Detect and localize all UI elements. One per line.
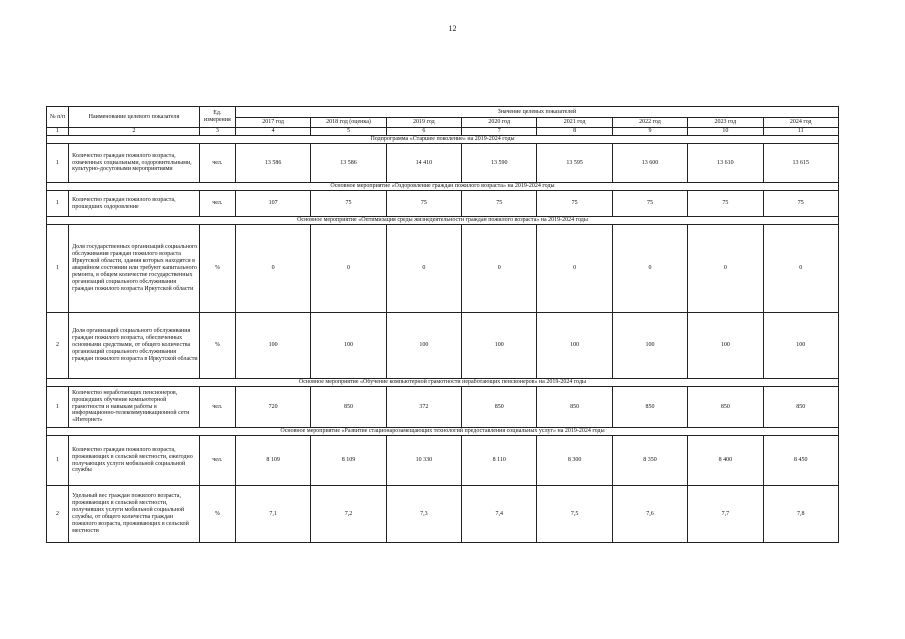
row-number: 2 bbox=[47, 313, 69, 379]
header-unit: Ед. измерения bbox=[199, 107, 235, 128]
row-number: 2 bbox=[47, 486, 69, 543]
indicator-value: 14 410 bbox=[386, 144, 461, 183]
indicator-value: 720 bbox=[235, 387, 310, 428]
indicator-unit: % bbox=[199, 486, 235, 543]
indicator-value: 75 bbox=[688, 191, 763, 217]
column-number: 3 bbox=[199, 128, 235, 136]
indicator-value: 107 bbox=[235, 191, 310, 217]
column-number: 4 bbox=[235, 128, 310, 136]
column-number: 9 bbox=[612, 128, 687, 136]
indicator-value: 8 109 bbox=[311, 436, 386, 486]
indicator-value: 7,5 bbox=[537, 486, 612, 543]
indicator-value: 8 400 bbox=[688, 436, 763, 486]
indicator-value: 7,6 bbox=[612, 486, 687, 543]
column-number: 2 bbox=[69, 128, 200, 136]
indicator-value: 100 bbox=[612, 313, 687, 379]
indicator-value: 75 bbox=[386, 191, 461, 217]
table-row bbox=[47, 486, 839, 543]
indicator-unit: чел. bbox=[199, 436, 235, 486]
header-values: Значение целевых показателей bbox=[235, 107, 838, 118]
indicator-value: 0 bbox=[537, 225, 612, 313]
section-title: Основное мероприятие «Обучение компьютерной грамотности неработающих пенсионеров» на 2019-2024 годы bbox=[47, 379, 839, 387]
indicator-name: Удельный вес граждан пожилого возраста, проживающих в сельской местности, получивших услуги мобильной социальной службы, от общего количества граждан пожилого возраста, проживающих в сельской местности bbox=[69, 486, 200, 543]
header-name: Наименование целевого показателя bbox=[69, 107, 200, 128]
header-year: 2024 год bbox=[763, 118, 838, 128]
indicator-value: 75 bbox=[763, 191, 838, 217]
section-title: Основное мероприятие «Оптимизация среды жизнедеятельности граждан пожилого возраста» на 2019-2024 годы bbox=[47, 217, 839, 225]
indicator-value: 8 110 bbox=[462, 436, 537, 486]
indicator-value: 13 590 bbox=[462, 144, 537, 183]
table-row bbox=[47, 144, 839, 183]
column-number: 11 bbox=[763, 128, 838, 136]
table-row bbox=[47, 313, 839, 379]
indicator-unit: % bbox=[199, 313, 235, 379]
header-year: 2018 год (оценка) bbox=[311, 118, 386, 128]
indicator-unit: чел. bbox=[199, 144, 235, 183]
indicator-value: 10 330 bbox=[386, 436, 461, 486]
indicator-value: 8 350 bbox=[612, 436, 687, 486]
section-title: Подпрограмма «Старшее поколение» на 2019-2024 годы bbox=[47, 136, 839, 144]
row-number: 1 bbox=[47, 144, 69, 183]
indicator-value: 850 bbox=[612, 387, 687, 428]
indicator-value: 8 450 bbox=[763, 436, 838, 486]
indicator-value: 75 bbox=[612, 191, 687, 217]
indicator-value: 850 bbox=[311, 387, 386, 428]
indicator-value: 100 bbox=[235, 313, 310, 379]
table-body bbox=[47, 136, 839, 543]
indicator-name: Количество граждан пожилого возраста, прошедших оздоровление bbox=[69, 191, 200, 217]
table-row bbox=[47, 387, 839, 428]
header-year: 2019 год bbox=[386, 118, 461, 128]
header-year: 2022 год bbox=[612, 118, 687, 128]
row-number: 1 bbox=[47, 225, 69, 313]
indicator-value: 7,2 bbox=[311, 486, 386, 543]
indicator-value: 7,1 bbox=[235, 486, 310, 543]
indicator-unit: чел. bbox=[199, 387, 235, 428]
page-number: 12 bbox=[448, 24, 457, 33]
indicator-value: 13 615 bbox=[763, 144, 838, 183]
header-year: 2020 год bbox=[462, 118, 537, 128]
indicator-value: 0 bbox=[462, 225, 537, 313]
indicator-value: 13 595 bbox=[537, 144, 612, 183]
indicator-value: 100 bbox=[688, 313, 763, 379]
indicator-unit: чел. bbox=[199, 191, 235, 217]
indicator-value: 850 bbox=[688, 387, 763, 428]
column-number: 8 bbox=[537, 128, 612, 136]
row-number: 1 bbox=[47, 436, 69, 486]
indicator-value: 13 610 bbox=[688, 144, 763, 183]
column-number: 5 bbox=[311, 128, 386, 136]
column-number: 10 bbox=[688, 128, 763, 136]
section-title: Основное мероприятие «Оздоровление граждан пожилого возраста» на 2019-2024 годы bbox=[47, 183, 839, 191]
indicator-value: 850 bbox=[763, 387, 838, 428]
section-title: Основное мероприятие «Развитие стационарозамещающих технологий предоставления социальных услуг» на 2019-2024 годы bbox=[47, 428, 839, 436]
indicator-value: 13 586 bbox=[311, 144, 386, 183]
table-header bbox=[47, 107, 839, 136]
column-number: 1 bbox=[47, 128, 69, 136]
indicator-value: 7,4 bbox=[462, 486, 537, 543]
indicator-value: 7,7 bbox=[688, 486, 763, 543]
indicator-name: Количество неработающих пенсионеров, прошедших обучение компьютерной грамотности и навыкам работы в информационно-телекоммуникационной сети «Интернет» bbox=[69, 387, 200, 428]
indicator-value: 850 bbox=[537, 387, 612, 428]
indicator-value: 0 bbox=[688, 225, 763, 313]
row-number: 1 bbox=[47, 387, 69, 428]
indicator-name: Количество граждан пожилого возраста, охваченных социальными, оздоровительными, культурно-досуговыми мероприятиями bbox=[69, 144, 200, 183]
indicator-name: Доля государственных организаций социального обслуживания граждан пожилого возраста Иркутской области, здания которых находятся в аварийном состоянии или требуют капитального ремонта, в общем количестве государственных организаций социального обслуживания граждан пожилого возраста Иркутской области bbox=[69, 225, 200, 313]
indicator-value: 100 bbox=[763, 313, 838, 379]
indicator-value: 75 bbox=[462, 191, 537, 217]
indicator-value: 8 300 bbox=[537, 436, 612, 486]
indicator-value: 7,3 bbox=[386, 486, 461, 543]
indicator-value: 7,8 bbox=[763, 486, 838, 543]
row-number: 1 bbox=[47, 191, 69, 217]
indicator-value: 0 bbox=[235, 225, 310, 313]
header-year: 2023 год bbox=[688, 118, 763, 128]
indicator-value: 13 600 bbox=[612, 144, 687, 183]
indicator-value: 100 bbox=[537, 313, 612, 379]
indicator-value: 100 bbox=[386, 313, 461, 379]
table-row bbox=[47, 436, 839, 486]
indicator-value: 13 586 bbox=[235, 144, 310, 183]
indicator-value: 75 bbox=[537, 191, 612, 217]
indicator-name: Количество граждан пожилого возраста, проживающих в сельской местности, ежегодно получающих услуги мобильной социальной службы bbox=[69, 436, 200, 486]
header-num: № п/п bbox=[47, 107, 69, 128]
column-number: 6 bbox=[386, 128, 461, 136]
indicator-name: Доля организаций социального обслуживания граждан пожилого возраста, обеспеченных основными средствами, от общего количества организаций социального обслуживания граждан пожилого возраста в Иркутской области bbox=[69, 313, 200, 379]
indicator-value: 75 bbox=[311, 191, 386, 217]
indicators-table bbox=[46, 106, 839, 543]
table-row bbox=[47, 225, 839, 313]
indicator-value: 0 bbox=[763, 225, 838, 313]
indicator-value: 8 109 bbox=[235, 436, 310, 486]
column-number: 7 bbox=[462, 128, 537, 136]
indicator-value: 100 bbox=[311, 313, 386, 379]
table-row bbox=[47, 191, 839, 217]
indicator-value: 0 bbox=[386, 225, 461, 313]
indicator-value: 372 bbox=[386, 387, 461, 428]
header-year: 2017 год bbox=[235, 118, 310, 128]
indicator-value: 100 bbox=[462, 313, 537, 379]
header-year: 2021 год bbox=[537, 118, 612, 128]
indicator-value: 850 bbox=[462, 387, 537, 428]
indicator-value: 0 bbox=[311, 225, 386, 313]
indicator-unit: % bbox=[199, 225, 235, 313]
indicator-value: 0 bbox=[612, 225, 687, 313]
